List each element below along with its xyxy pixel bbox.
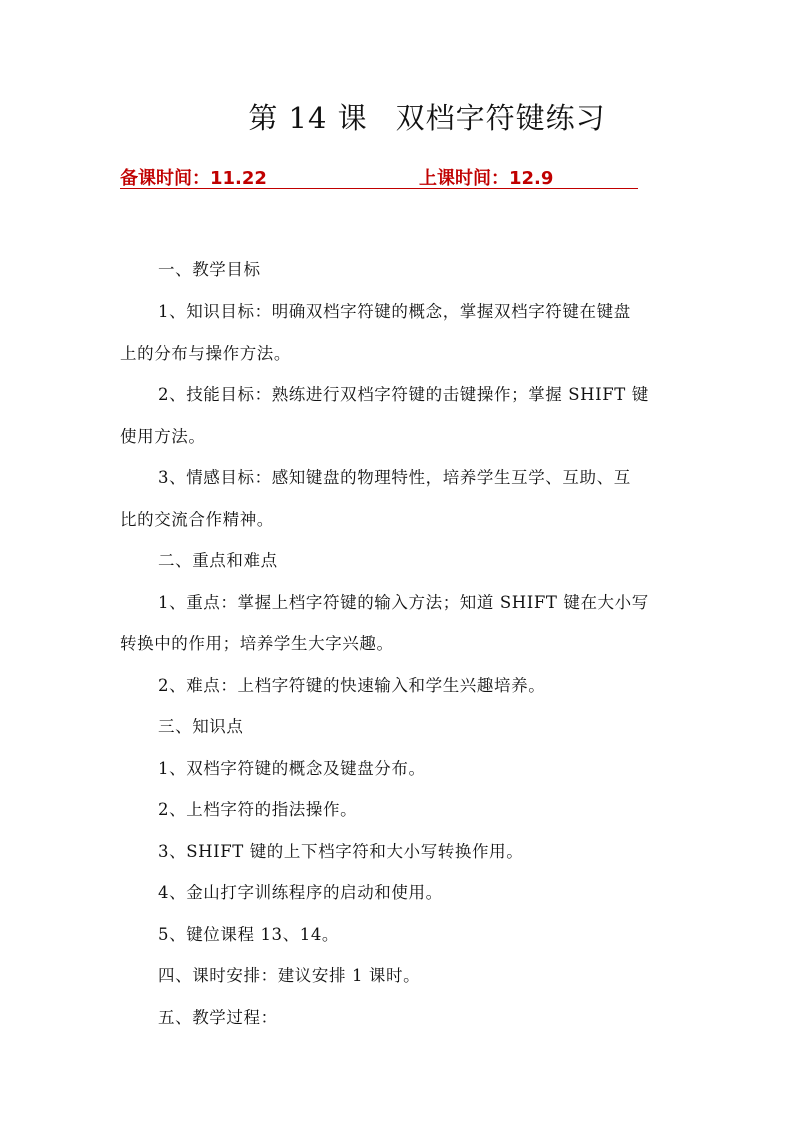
key-point: 1、重点：掌握上档字符键的输入方法；知道 SHIFT 键在大小写 <box>158 593 649 612</box>
class-time: 上课时间：12.9 <box>419 168 554 189</box>
lesson-number: 第 14 课 <box>248 101 368 135</box>
section-heading-objectives: 一、教学目标 <box>158 260 261 279</box>
section-heading-key-points: 二、重点和难点 <box>158 551 278 570</box>
section-heading-process: 五、教学过程： <box>158 1008 278 1027</box>
objective-skill-cont: 使用方法。 <box>120 427 206 446</box>
knowledge-item-1: 1、双档字符键的概念及键盘分布。 <box>158 759 426 778</box>
knowledge-item-4: 4、金山打字训练程序的启动和使用。 <box>158 883 443 902</box>
key-point-cont: 转换中的作用；培养学生大字兴趣。 <box>120 634 394 653</box>
lesson-title <box>0 96 794 137</box>
objective-knowledge-cont: 上的分布与操作方法。 <box>120 344 291 363</box>
objective-emotion: 3、情感目标：感知键盘的物理特性，培养学生互学、互助、互 <box>158 468 631 487</box>
difficult-point: 2、难点：上档字符键的快速输入和学生兴趣培养。 <box>158 676 546 695</box>
objective-skill: 2、技能目标：熟练进行双档字符键的击键操作；掌握 SHIFT 键 <box>158 385 649 404</box>
prep-time: 备课时间：11.22 <box>120 168 267 189</box>
section-heading-schedule: 四、课时安排：建议安排 1 课时。 <box>158 966 421 985</box>
objective-emotion-cont: 比的交流合作精神。 <box>120 510 274 529</box>
knowledge-item-5: 5、键位课程 13、14。 <box>158 925 340 944</box>
objective-knowledge: 1、知识目标：明确双档字符键的概念，掌握双档字符键在键盘 <box>158 302 631 321</box>
schedule-line <box>120 164 638 189</box>
knowledge-item-2: 2、上档字符的指法操作。 <box>158 800 358 819</box>
knowledge-item-3: 3、SHIFT 键的上下档字符和大小写转换作用。 <box>158 842 524 861</box>
section-heading-knowledge: 三、知识点 <box>158 717 244 736</box>
lesson-topic: 双档字符键练习 <box>395 101 606 135</box>
